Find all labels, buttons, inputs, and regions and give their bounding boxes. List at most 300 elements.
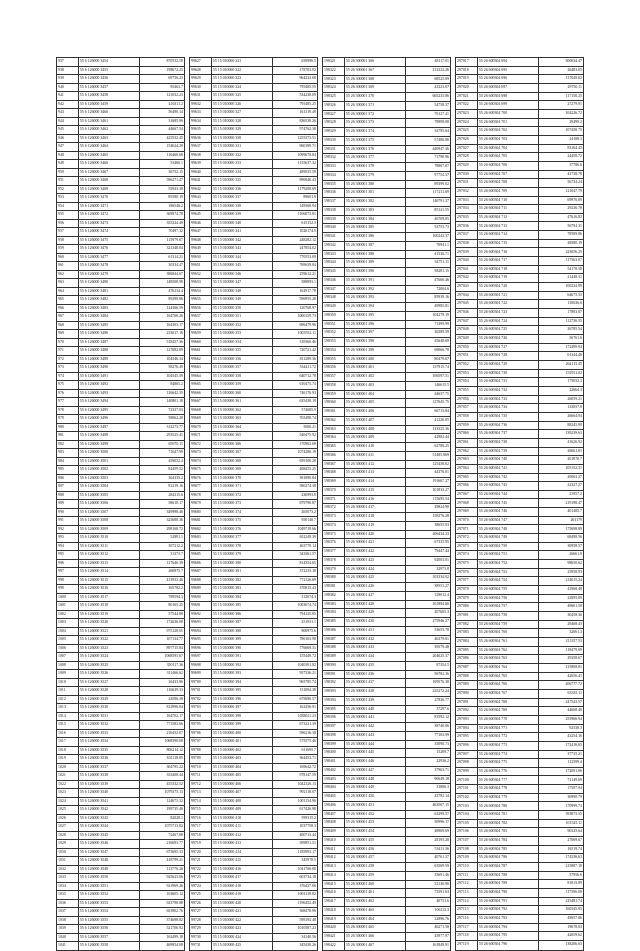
row-number-cell: 198380 bbox=[323, 574, 345, 583]
table-row bbox=[190, 874, 318, 883]
table-row bbox=[323, 294, 451, 303]
code-cell: 55 6 126000 3467 bbox=[78, 168, 139, 177]
row-number-cell: 99688 bbox=[190, 576, 212, 585]
code-cell: 55 26 600304 705 bbox=[477, 153, 538, 162]
table-row bbox=[57, 729, 185, 738]
table-row bbox=[323, 793, 451, 802]
row-number-cell: 297079 bbox=[456, 594, 478, 603]
row-number-cell: 961 bbox=[57, 262, 79, 271]
row-number-cell: 198394 bbox=[323, 696, 345, 705]
table-row bbox=[323, 311, 451, 320]
value-cell: 98650.62 bbox=[539, 560, 584, 569]
table-row bbox=[323, 408, 451, 417]
table-row bbox=[190, 865, 318, 874]
code-cell: 55 6 126000 3557 bbox=[78, 933, 139, 942]
table-row bbox=[323, 530, 451, 539]
code-cell: 55 15 010000 419 bbox=[211, 891, 272, 900]
table-row bbox=[323, 399, 451, 408]
table-row bbox=[323, 933, 451, 942]
row-number-cell: 198368 bbox=[323, 469, 345, 478]
row-number-cell: 297053 bbox=[456, 369, 478, 378]
table-row bbox=[190, 738, 318, 747]
row-number-cell: 99704 bbox=[190, 712, 212, 721]
code-cell: 55 15 010000 374 bbox=[211, 508, 272, 517]
row-number-cell: 297088 bbox=[456, 672, 478, 681]
code-cell: 55 6 126000 3519 bbox=[78, 610, 139, 619]
code-cell: 55 6 126000 3516 bbox=[78, 585, 139, 594]
row-number-cell: 198419 bbox=[323, 915, 345, 924]
value-cell: 293525.41 bbox=[140, 432, 185, 441]
row-number-cell: 198353 bbox=[323, 338, 345, 347]
value-cell: 223056.25 bbox=[539, 248, 584, 257]
row-number-cell: 970 bbox=[57, 338, 79, 347]
code-cell: 55 26 300001 450 bbox=[344, 793, 405, 802]
value-cell: 43782.14 bbox=[406, 793, 451, 802]
table-row bbox=[323, 880, 451, 889]
row-number-cell: 198325 bbox=[323, 93, 345, 102]
code-cell: 55 15 010000 321 bbox=[211, 58, 272, 67]
code-cell: 55 15 010000 362 bbox=[211, 406, 272, 415]
value-cell: 41226.05 bbox=[406, 416, 451, 425]
code-cell: 55 26 300001 390 bbox=[344, 268, 405, 277]
code-cell: 55 6 126000 3503 bbox=[78, 474, 139, 483]
table-row bbox=[190, 627, 318, 636]
table-row bbox=[323, 460, 451, 469]
code-cell: 55 26 300001 412 bbox=[344, 460, 405, 469]
value-cell: 21957.2 bbox=[539, 490, 584, 499]
value-cell: 123325.36 bbox=[406, 425, 451, 434]
table-row bbox=[456, 135, 584, 144]
ledger-column-1 bbox=[56, 57, 185, 951]
value-cell: 440947.36 bbox=[406, 145, 451, 154]
code-cell: 55 15 010000 396 bbox=[211, 695, 272, 704]
table-row bbox=[323, 618, 451, 627]
row-number-cell: 1006 bbox=[57, 644, 79, 653]
value-cell: 53466.1 bbox=[140, 160, 185, 169]
row-number-cell: 198397 bbox=[323, 723, 345, 732]
value-cell: 112599.4 bbox=[539, 759, 584, 768]
code-cell: 55 15 010000 383 bbox=[211, 585, 272, 594]
row-number-cell: 946 bbox=[57, 134, 79, 143]
code-cell: 55 6 126000 3500 bbox=[78, 449, 139, 458]
code-cell: 55 26 300001 415 bbox=[344, 486, 405, 495]
row-number-cell: 198396 bbox=[323, 714, 345, 723]
row-number-cell: 297060 bbox=[456, 430, 478, 439]
row-number-cell: 99674 bbox=[190, 457, 212, 466]
value-cell: 311466.62 bbox=[140, 670, 185, 679]
table-row bbox=[57, 695, 185, 704]
code-cell: 55 26 300001 396 bbox=[344, 320, 405, 329]
value-cell: 46379.81 bbox=[406, 635, 451, 644]
value-cell: 1155637.32 bbox=[273, 160, 318, 169]
value-cell: 1038611.23 bbox=[273, 712, 318, 721]
table-row bbox=[456, 75, 584, 84]
row-number-cell: 99655 bbox=[190, 296, 212, 305]
table-row bbox=[57, 313, 185, 322]
table-row bbox=[456, 932, 584, 941]
table-row bbox=[323, 180, 451, 189]
code-cell: 55 15 010000 403 bbox=[211, 755, 272, 764]
value-cell: 53411.36 bbox=[406, 845, 451, 854]
code-cell: 55 6 126000 3465 bbox=[78, 151, 139, 160]
value-cell: 41626.92 bbox=[539, 438, 584, 447]
table-row bbox=[190, 746, 318, 755]
row-number-cell: 1009 bbox=[57, 670, 79, 679]
code-cell: 55 26 300001 399 bbox=[344, 346, 405, 355]
table-row bbox=[456, 534, 584, 543]
code-cell: 55 26 300001 402 bbox=[344, 373, 405, 382]
value-cell: 789594.3 bbox=[140, 593, 185, 602]
value-cell: 795485.55 bbox=[273, 83, 318, 92]
code-cell: 55 15 010000 407 bbox=[211, 789, 272, 798]
table-row bbox=[190, 789, 318, 798]
row-number-cell: 99680 bbox=[190, 508, 212, 517]
code-cell: 55 15 010000 363 bbox=[211, 415, 272, 424]
table-row bbox=[456, 196, 584, 205]
row-number-cell: 198354 bbox=[323, 346, 345, 355]
table-row bbox=[57, 602, 185, 611]
code-cell: 55 26 300001 398 bbox=[344, 338, 405, 347]
value-cell: 129012.4 bbox=[406, 591, 451, 600]
code-cell: 55 26 300001 369 bbox=[344, 84, 405, 93]
table-row bbox=[57, 891, 185, 900]
row-number-cell: 99696 bbox=[190, 644, 212, 653]
row-number-cell: 297071 bbox=[456, 525, 478, 534]
code-cell: 55 6 126000 3501 bbox=[78, 457, 139, 466]
code-cell: 55 26 600304 783 bbox=[477, 828, 538, 837]
code-cell: 55 26 600304 755 bbox=[477, 586, 538, 595]
table-row bbox=[57, 576, 185, 585]
row-number-cell: 998 bbox=[57, 576, 79, 585]
value-cell: 161319.49 bbox=[273, 109, 318, 118]
code-cell: 55 26 300001 366 bbox=[344, 58, 405, 67]
table-row bbox=[190, 814, 318, 823]
row-number-cell: 198359 bbox=[323, 390, 345, 399]
value-cell: 41738.78 bbox=[539, 170, 584, 179]
value-cell: 771583.66 bbox=[140, 721, 185, 730]
code-cell: 55 15 010000 425 bbox=[211, 942, 272, 951]
row-number-cell: 945 bbox=[57, 126, 79, 135]
row-number-cell: 1026 bbox=[57, 814, 79, 823]
row-number-cell: 198338 bbox=[323, 206, 345, 215]
value-cell: 78998.08 bbox=[406, 119, 451, 128]
row-number-cell: 99670 bbox=[190, 423, 212, 432]
table-row bbox=[323, 233, 451, 242]
table-row bbox=[57, 372, 185, 381]
value-cell: 61344.46 bbox=[539, 352, 584, 361]
table-row bbox=[323, 600, 451, 609]
value-cell: 120768.97 bbox=[273, 304, 318, 313]
row-number-cell: 969 bbox=[57, 330, 79, 339]
row-number-cell: 198335 bbox=[323, 180, 345, 189]
code-cell: 55 6 126000 3536 bbox=[78, 755, 139, 764]
row-number-cell: 99731 bbox=[190, 942, 212, 951]
code-cell: 55 26 300001 451 bbox=[344, 801, 405, 810]
table-row bbox=[456, 767, 584, 776]
value-cell: 158276.28 bbox=[406, 513, 451, 522]
table-row bbox=[190, 806, 318, 815]
table-row bbox=[323, 416, 451, 425]
value-cell: 568478.96 bbox=[273, 908, 318, 917]
value-cell: 345978.5 bbox=[273, 857, 318, 866]
value-cell: 992118.07 bbox=[273, 789, 318, 798]
value-cell: 353408.44 bbox=[140, 772, 185, 781]
code-cell: 55 26 300001 464 bbox=[344, 915, 405, 924]
code-cell: 55 15 010000 322 bbox=[211, 66, 272, 75]
code-cell: 55 15 010000 355 bbox=[211, 347, 272, 356]
code-cell: 55 26 300001 438 bbox=[344, 688, 405, 697]
table-row bbox=[456, 170, 584, 179]
table-row bbox=[456, 326, 584, 335]
row-number-cell: 297036 bbox=[456, 222, 478, 231]
code-cell: 55 26 300001 454 bbox=[344, 828, 405, 837]
value-cell: 78589.86 bbox=[539, 231, 584, 240]
row-number-cell: 198417 bbox=[323, 898, 345, 907]
row-number-cell: 198349 bbox=[323, 303, 345, 312]
value-cell: 137915.74 bbox=[406, 364, 451, 373]
row-number-cell: 198384 bbox=[323, 609, 345, 618]
row-number-cell: 941 bbox=[57, 92, 79, 101]
value-cell: 38740.06 bbox=[406, 723, 451, 732]
code-cell: 55 26 600304 764 bbox=[477, 663, 538, 672]
row-number-cell: 99669 bbox=[190, 415, 212, 424]
value-cell: 79447.44 bbox=[406, 548, 451, 557]
value-cell: 575575.46 bbox=[273, 738, 318, 747]
row-number-cell: 974 bbox=[57, 372, 79, 381]
code-cell: 55 6 126000 3490 bbox=[78, 364, 139, 373]
code-cell: 55 6 126000 3506 bbox=[78, 500, 139, 509]
row-number-cell: 297099 bbox=[456, 767, 478, 776]
table-row bbox=[323, 915, 451, 924]
value-cell: 521706.92 bbox=[140, 925, 185, 934]
table-row bbox=[323, 836, 451, 845]
table-row bbox=[456, 837, 584, 846]
table-row bbox=[323, 556, 451, 565]
row-number-cell: 297022 bbox=[456, 101, 478, 110]
row-number-cell: 297094 bbox=[456, 724, 478, 733]
row-number-cell: 198341 bbox=[323, 233, 345, 242]
code-cell: 55 26 300001 394 bbox=[344, 303, 405, 312]
value-cell: 115695.54 bbox=[406, 495, 451, 504]
code-cell: 55 6 126000 3489 bbox=[78, 355, 139, 364]
code-cell: 55 6 126000 3491 bbox=[78, 372, 139, 381]
row-number-cell: 99650 bbox=[190, 253, 212, 262]
value-cell: 596271.47 bbox=[140, 177, 185, 186]
table-row bbox=[456, 257, 584, 266]
table-row bbox=[57, 457, 185, 466]
row-number-cell: 986 bbox=[57, 474, 79, 483]
value-cell: 26483.05 bbox=[539, 66, 584, 75]
row-number-cell: 962 bbox=[57, 270, 79, 279]
code-cell: 55 15 010000 380 bbox=[211, 559, 272, 568]
code-cell: 55 26 600304 769 bbox=[477, 707, 538, 716]
table-row bbox=[323, 513, 451, 522]
code-cell: 55 26 300001 452 bbox=[344, 810, 405, 819]
row-number-cell: 297040 bbox=[456, 257, 478, 266]
code-cell: 55 15 010000 409 bbox=[211, 806, 272, 815]
value-cell: 125438.62 bbox=[406, 460, 451, 469]
code-cell: 55 15 010000 392 bbox=[211, 661, 272, 670]
table-row bbox=[57, 321, 185, 330]
row-number-cell: 99714 bbox=[190, 797, 212, 806]
row-number-cell: 297026 bbox=[456, 135, 478, 144]
table-row bbox=[456, 871, 584, 880]
code-cell: 55 26 600304 699 bbox=[477, 101, 538, 110]
value-cell: 401485.7 bbox=[539, 508, 584, 517]
value-cell: 350117.36 bbox=[140, 661, 185, 670]
row-number-cell: 198404 bbox=[323, 784, 345, 793]
code-cell: 55 6 126000 3460 bbox=[78, 109, 139, 118]
row-number-cell: 99668 bbox=[190, 406, 212, 415]
row-number-cell: 996 bbox=[57, 559, 79, 568]
row-number-cell: 1002 bbox=[57, 610, 79, 619]
code-cell: 55 15 010000 412 bbox=[211, 831, 272, 840]
row-number-cell: 99662 bbox=[190, 355, 212, 364]
row-number-cell: 297093 bbox=[456, 715, 478, 724]
value-cell: 400713.44 bbox=[273, 831, 318, 840]
code-cell: 55 6 126000 3517 bbox=[78, 593, 139, 602]
table-row bbox=[323, 810, 451, 819]
value-cell: 1040391.82 bbox=[273, 661, 318, 670]
table-row bbox=[57, 942, 185, 951]
code-cell: 55 26 300001 373 bbox=[344, 119, 405, 128]
table-row bbox=[57, 423, 185, 432]
table-row bbox=[57, 491, 185, 500]
table-row bbox=[57, 185, 185, 194]
code-cell: 55 26 600304 760 bbox=[477, 629, 538, 638]
table-row bbox=[456, 854, 584, 863]
table-row bbox=[190, 262, 318, 271]
value-cell: 635438.19 bbox=[273, 398, 318, 407]
code-cell: 55 26 600304 788 bbox=[477, 871, 538, 880]
code-cell: 55 15 010000 324 bbox=[211, 83, 272, 92]
table-row bbox=[323, 75, 451, 84]
table-row bbox=[323, 224, 451, 233]
code-cell: 55 6 126000 3530 bbox=[78, 704, 139, 713]
table-row bbox=[57, 619, 185, 628]
row-number-cell: 99687 bbox=[190, 568, 212, 577]
table-row bbox=[456, 785, 584, 794]
code-cell: 55 15 010000 337 bbox=[211, 194, 272, 203]
code-cell: 55 26 600304 743 bbox=[477, 482, 538, 491]
value-cell: 795485.25 bbox=[273, 100, 318, 109]
row-number-cell: 198409 bbox=[323, 828, 345, 837]
code-cell: 55 26 600304 717 bbox=[477, 257, 538, 266]
value-cell: 89399.02 bbox=[406, 180, 451, 189]
value-cell: 72337.03 bbox=[140, 406, 185, 415]
code-cell: 55 6 126000 3499 bbox=[78, 440, 139, 449]
row-number-cell: 1024 bbox=[57, 797, 79, 806]
value-cell: 118479.09 bbox=[539, 646, 584, 655]
value-cell: 794125.85 bbox=[273, 610, 318, 619]
code-cell: 55 6 126000 3533 bbox=[78, 729, 139, 738]
row-number-cell: 1010 bbox=[57, 678, 79, 687]
table-row bbox=[190, 568, 318, 577]
value-cell: 19678.83 bbox=[539, 923, 584, 932]
row-number-cell: 198388 bbox=[323, 644, 345, 653]
table-row bbox=[456, 516, 584, 525]
value-cell: 720721.42 bbox=[273, 347, 318, 356]
code-cell: 55 6 126000 3521 bbox=[78, 627, 139, 636]
value-cell: 117049.82 bbox=[539, 75, 584, 84]
code-cell: 55 26 300001 457 bbox=[344, 854, 405, 863]
code-cell: 55 26 600304 710 bbox=[477, 196, 538, 205]
row-number-cell: 99640 bbox=[190, 168, 212, 177]
table-row bbox=[456, 525, 584, 534]
value-cell: 29236.78 bbox=[539, 205, 584, 214]
table-row bbox=[57, 245, 185, 254]
value-cell: 116460.68 bbox=[140, 151, 185, 160]
value-cell: 69976.09 bbox=[539, 196, 584, 205]
value-cell: 63335.11 bbox=[539, 689, 584, 698]
code-cell: 55 15 010000 352 bbox=[211, 321, 272, 330]
table-row bbox=[190, 916, 318, 925]
value-cell: 5060.21 bbox=[273, 423, 318, 432]
value-cell: 26661.81 bbox=[539, 447, 584, 456]
value-cell: 146791.37 bbox=[406, 198, 451, 207]
code-cell: 55 6 126000 3464 bbox=[78, 143, 139, 152]
row-number-cell: 297114 bbox=[456, 897, 478, 906]
table-row bbox=[456, 153, 584, 162]
value-cell: 53655.78 bbox=[406, 626, 451, 635]
value-cell: 48969.69 bbox=[406, 828, 451, 837]
table-row bbox=[456, 213, 584, 222]
row-number-cell: 297095 bbox=[456, 733, 478, 742]
table-row bbox=[190, 542, 318, 551]
table-row bbox=[57, 219, 185, 228]
table-row bbox=[323, 259, 451, 268]
row-number-cell: 297073 bbox=[456, 542, 478, 551]
table-row bbox=[323, 609, 451, 618]
row-number-cell: 1001 bbox=[57, 602, 79, 611]
table-row bbox=[456, 672, 584, 681]
table-row bbox=[323, 320, 451, 329]
table-row bbox=[190, 177, 318, 186]
table-row bbox=[456, 473, 584, 482]
code-cell: 55 26 300001 400 bbox=[344, 355, 405, 364]
table-row bbox=[57, 211, 185, 220]
row-number-cell: 99642 bbox=[190, 185, 212, 194]
value-cell: 113776.26 bbox=[140, 865, 185, 874]
value-cell: 46271.58 bbox=[406, 924, 451, 933]
table-row bbox=[57, 848, 185, 857]
table-row bbox=[57, 585, 185, 594]
table-row bbox=[456, 464, 584, 473]
value-cell: 52891.1 bbox=[140, 534, 185, 543]
row-number-cell: 1023 bbox=[57, 789, 79, 798]
row-number-cell: 198374 bbox=[323, 521, 345, 530]
code-cell: 55 6 126000 3524 bbox=[78, 653, 139, 662]
table-row bbox=[190, 559, 318, 568]
value-cell: 155449.72 bbox=[273, 653, 318, 662]
table-row bbox=[323, 670, 451, 679]
value-cell: 105152.31 bbox=[539, 464, 584, 473]
code-cell: 55 15 010000 416 bbox=[211, 865, 272, 874]
code-cell: 55 15 010000 382 bbox=[211, 576, 272, 585]
table-row bbox=[190, 245, 318, 254]
value-cell: 345430.26 bbox=[273, 942, 318, 951]
row-number-cell: 198399 bbox=[323, 740, 345, 749]
value-cell: 650996.5 bbox=[273, 58, 318, 67]
value-cell: 48117.01 bbox=[406, 58, 451, 67]
table-row bbox=[323, 58, 451, 67]
row-number-cell: 99683 bbox=[190, 534, 212, 543]
code-cell: 55 26 600304 704 bbox=[477, 144, 538, 153]
code-cell: 55 26 300001 445 bbox=[344, 749, 405, 758]
code-cell: 55 26 600304 709 bbox=[477, 187, 538, 196]
code-cell: 55 15 010000 371 bbox=[211, 483, 272, 492]
row-number-cell: 937 bbox=[57, 58, 79, 67]
